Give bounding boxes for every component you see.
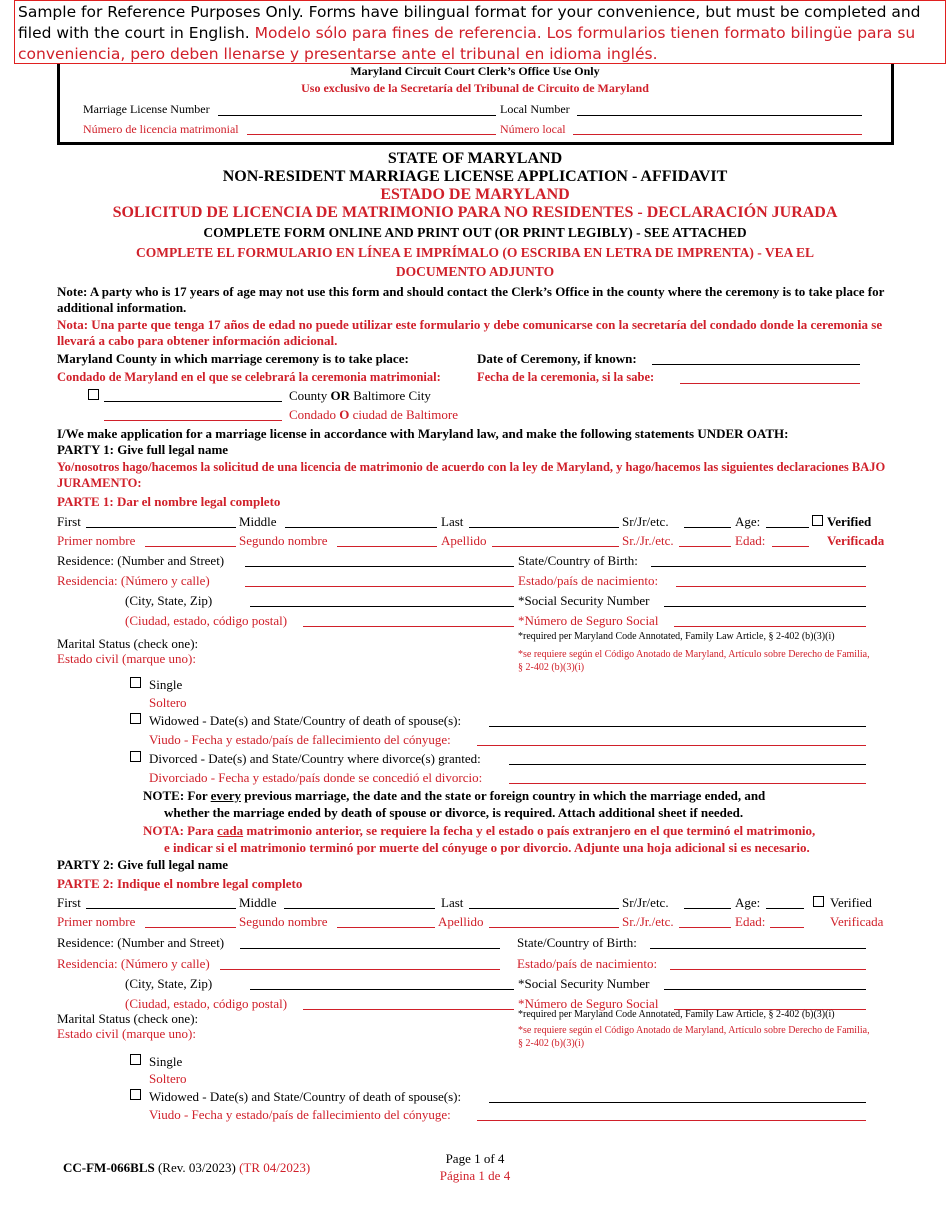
license-number-field-es xyxy=(247,134,496,135)
p1-widowed-field[interactable] xyxy=(489,726,866,727)
p1-middle-label-es: Segundo nombre xyxy=(239,533,328,548)
p2-ssn-note-es: *se requiere según el Código Anotado de Maryland, Artículo sobre Derecho de Familia, § 2-402 (b)(3)(i) xyxy=(518,1025,870,1049)
p2-ssn-label: *Social Security Number xyxy=(518,976,650,991)
party1-heading-es: PARTE 1: Dar el nombre legal completo xyxy=(57,494,281,509)
page-number: Page 1 of 4 xyxy=(445,1151,505,1166)
ceremony-county-label: Maryland County in which marriage ceremony is to take place: xyxy=(57,351,409,366)
p1-suffix-label-es: Sr./Jr./etc. xyxy=(622,533,674,548)
p1-residence-label-es: Residencia: (Número y calle) xyxy=(57,573,210,588)
clerk-box-title: Maryland Circuit Court Clerk’s Office Use Only xyxy=(350,64,600,78)
oath-statement-es: Yo/nosotros hago/hacemos la solicitud de una licencia de matrimonio de acuerdo con la ley de Maryland, y hago/hacemos las siguientes declaraciones BAJO JURAMENTO: xyxy=(57,460,886,490)
p2-age-field-es xyxy=(770,927,804,928)
p2-age-label-es: Edad: xyxy=(735,914,766,929)
p2-widowed-label-es: Viudo - Fecha y estado/país de fallecimiento del cónyuge: xyxy=(149,1107,451,1122)
state-title-es: ESTADO DE MARYLAND xyxy=(380,186,570,203)
p2-suffix-label: Sr/Jr/etc. xyxy=(622,895,669,910)
county-or-city-label-es: Condado O ciudad de Baltimore xyxy=(289,407,458,422)
ceremony-date-label-es: Fecha de la ceremonia, si la sabe: xyxy=(477,370,655,384)
p2-middle-label: Middle xyxy=(239,895,277,910)
p2-verified-checkbox[interactable] xyxy=(813,896,824,907)
p2-widowed-checkbox[interactable] xyxy=(130,1089,141,1100)
p1-divorced-field-es xyxy=(509,783,866,784)
local-number-label-es: Número local xyxy=(500,122,566,136)
p1-divorced-label-es: Divorciado - Fecha y estado/país donde se concedió el divorcio: xyxy=(149,770,483,785)
instructions: COMPLETE FORM ONLINE AND PRINT OUT (OR PRINT LEGIBLY) - SEE ATTACHED xyxy=(203,225,747,240)
p2-birth-field-es xyxy=(670,969,866,970)
p1-last-field[interactable] xyxy=(469,527,619,528)
county-field-es xyxy=(104,420,282,421)
p2-widowed-field[interactable] xyxy=(489,1102,866,1103)
p2-single-label: Single xyxy=(149,1054,183,1069)
form-title-es: SOLICITUD DE LICENCIA DE MATRIMONIO PARA NO RESIDENTES - DECLARACIÓN JURADA xyxy=(112,204,838,221)
p1-city-field[interactable] xyxy=(250,606,514,607)
disclaimer-english: Sample for Reference Purposes Only. Forms have bilingual format for your convenience, but must be completed and filed with the court in English. xyxy=(18,3,921,42)
license-number-field[interactable] xyxy=(218,115,496,116)
p1-ssn-note: *required per Maryland Code Annotated, Family Law Article, § 2-402 (b)(3)(i) xyxy=(518,631,835,642)
p2-residence-field[interactable] xyxy=(240,948,500,949)
p1-widowed-label-es: Viudo - Fecha y estado/país de fallecimiento del cónyuge: xyxy=(149,732,451,747)
baltimore-city-checkbox[interactable] xyxy=(88,389,99,400)
p1-residence-field-es xyxy=(245,586,514,587)
p2-suffix-field[interactable] xyxy=(684,908,731,909)
p1-birth-field[interactable] xyxy=(651,566,866,567)
p1-suffix-field[interactable] xyxy=(684,527,731,528)
p1-city-label: (City, State, Zip) xyxy=(125,593,213,608)
p1-residence-label: Residence: (Number and Street) xyxy=(57,553,225,568)
p2-verified-label-es: Verificada xyxy=(830,914,884,929)
p1-middle-field[interactable] xyxy=(285,527,437,528)
party1-heading: PARTY 1: Give full legal name xyxy=(57,442,229,457)
p1-first-label-es: Primer nombre xyxy=(57,533,136,548)
p2-last-field-es xyxy=(489,927,619,928)
p2-middle-label-es: Segundo nombre xyxy=(239,914,328,929)
p1-middle-label: Middle xyxy=(239,514,277,529)
p2-birth-field[interactable] xyxy=(650,948,866,949)
p2-residence-label-es: Residencia: (Número y calle) xyxy=(57,956,210,971)
p1-marital-label: Marital Status (check one): xyxy=(57,636,199,651)
p1-last-label-es: Apellido xyxy=(441,533,487,548)
p2-city-label: (City, State, Zip) xyxy=(125,976,213,991)
page-number-es: Página 1 de 4 xyxy=(439,1168,511,1183)
p1-ssn-field-es xyxy=(674,626,866,627)
age-note: Note: A party who is 17 years of age may not use this form and should contact the Clerk’s Office in the county where the ceremony is to take place for additional information. xyxy=(57,284,885,315)
ceremony-date-field[interactable] xyxy=(652,364,860,365)
p1-divorced-field[interactable] xyxy=(509,764,866,765)
p2-verified-label: Verified xyxy=(830,895,872,910)
county-field[interactable] xyxy=(104,401,282,402)
p1-middle-field-es xyxy=(337,546,437,547)
p1-birth-label-es: Estado/país de nacimiento: xyxy=(518,573,659,588)
prev-marriage-note-line2: whether the marriage ended by death of spouse or divorce, is required. Attach additional sheet if needed. xyxy=(164,805,744,820)
p1-single-label: Single xyxy=(149,677,183,692)
p1-age-label: Age: xyxy=(735,514,761,529)
local-number-label: Local Number xyxy=(500,102,570,116)
p1-verified-label: Verified xyxy=(827,514,872,529)
p1-ssn-field[interactable] xyxy=(664,606,866,607)
p1-city-label-es: (Ciudad, estado, código postal) xyxy=(125,613,288,628)
p2-suffix-field-es xyxy=(679,927,731,928)
instructions-es-line2: DOCUMENTO ADJUNTO xyxy=(395,264,555,279)
p2-residence-field-es xyxy=(220,969,500,970)
p2-ssn-note: *required per Maryland Code Annotated, Family Law Article, § 2-402 (b)(3)(i) xyxy=(518,1009,835,1020)
p1-ssn-label-es: *Número de Seguro Social xyxy=(518,613,659,628)
p2-birth-label-es: Estado/país de nacimiento: xyxy=(517,956,658,971)
p1-marital-label-es: Estado civil (marque uno): xyxy=(57,651,196,666)
p2-widowed-field-es xyxy=(477,1120,866,1121)
p2-city-field-es xyxy=(303,1009,514,1010)
p2-suffix-label-es: Sr./Jr./etc. xyxy=(622,914,674,929)
party2-heading: PARTY 2: Give full legal name xyxy=(57,857,229,872)
p2-first-field-es xyxy=(145,927,236,928)
p2-residence-label: Residence: (Number and Street) xyxy=(57,935,225,950)
p2-last-field[interactable] xyxy=(469,908,619,909)
p2-ssn-field[interactable] xyxy=(664,989,866,990)
party2-heading-es: PARTE 2: Indique el nombre legal completo xyxy=(57,876,303,891)
oath-statement: I/We make application for a marriage license in accordance with Maryland law, and make the following statements UNDER OATH: xyxy=(57,426,789,441)
p2-middle-field-es xyxy=(337,927,435,928)
p1-divorced-checkbox[interactable] xyxy=(130,751,141,762)
p1-last-label: Last xyxy=(441,514,464,529)
p1-birth-label: State/Country of Birth: xyxy=(518,553,638,568)
p2-city-field[interactable] xyxy=(250,989,514,990)
p2-first-field[interactable] xyxy=(86,908,236,909)
form-title: NON-RESIDENT MARRIAGE LICENSE APPLICATION - AFFIDAVIT xyxy=(222,168,728,185)
ceremony-county-label-es: Condado de Maryland en el que se celebrará la ceremonia matrimonial: xyxy=(57,370,441,384)
p2-middle-field[interactable] xyxy=(284,908,435,909)
p1-single-label-es: Soltero xyxy=(149,695,187,710)
p2-single-label-es: Soltero xyxy=(149,1071,187,1086)
p1-last-field-es xyxy=(492,546,619,547)
p1-age-field[interactable] xyxy=(766,527,809,528)
p1-first-label: First xyxy=(57,514,81,529)
p1-first-field-es xyxy=(145,546,236,547)
instructions-es-line1: COMPLETE EL FORMULARIO EN LÍNEA E IMPRÍMALO (O ESCRIBA EN LETRA DE IMPRENTA) - VEA EL xyxy=(136,245,814,260)
state-title: STATE OF MARYLAND xyxy=(387,150,563,167)
p1-first-field[interactable] xyxy=(86,527,236,528)
p1-city-field-es xyxy=(303,626,514,627)
p1-verified-label-es: Verificada xyxy=(827,533,885,548)
p1-ssn-note-es: *se requiere según el Código Anotado de Maryland, Artículo sobre Derecho de Familia, § 2-402 (b)(3)(i) xyxy=(518,649,870,673)
p2-age-label: Age: xyxy=(735,895,761,910)
local-number-field[interactable] xyxy=(577,115,862,116)
p1-ssn-label: *Social Security Number xyxy=(518,593,650,608)
county-or-city-label: County OR Baltimore City xyxy=(289,388,431,403)
p1-divorced-label: Divorced - Date(s) and State/Country where divorce(s) granted: xyxy=(149,751,481,766)
p1-age-label-es: Edad: xyxy=(735,533,766,548)
p1-suffix-label: Sr/Jr/etc. xyxy=(622,514,669,529)
p2-first-label: First xyxy=(57,895,81,910)
ceremony-date-field-es xyxy=(680,383,860,384)
p2-marital-label: Marital Status (check one): xyxy=(57,1011,199,1026)
prev-marriage-note-line1: NOTE: For every previous marriage, the date and the state or foreign country in which the marriage ended, and xyxy=(143,788,766,803)
p2-single-checkbox[interactable] xyxy=(130,1054,141,1065)
p1-widowed-label: Widowed - Date(s) and State/Country of death of spouse(s): xyxy=(149,713,462,728)
p2-widowed-label: Widowed - Date(s) and State/Country of death of spouse(s): xyxy=(149,1089,462,1104)
p2-age-field[interactable] xyxy=(766,908,804,909)
prev-marriage-note-es-line2: e indicar si el matrimonio terminó por muerte del cónyuge o por divorcio. Adjunte una hoja adicional si es necesario. xyxy=(164,840,810,855)
p2-first-label-es: Primer nombre xyxy=(57,914,136,929)
p2-ssn-label-es: *Número de Seguro Social xyxy=(518,996,659,1011)
form-identifier: CC-FM-066BLS (Rev. 03/2023) (TR 04/2023) xyxy=(63,1160,311,1175)
disclaimer-spanish: Modelo sólo para fines de referencia. Los formularios tienen formato bilingüe para su conveniencia, pero deben llenarse y presentarse ante el tribunal en idioma inglés. xyxy=(18,24,916,63)
p2-city-label-es: (Ciudad, estado, código postal) xyxy=(125,996,288,1011)
p2-last-label: Last xyxy=(441,895,464,910)
p1-age-field-es xyxy=(772,546,809,547)
ceremony-date-label: Date of Ceremony, if known: xyxy=(477,351,637,366)
p2-last-label-es: Apellido xyxy=(438,914,484,929)
p2-marital-label-es: Estado civil (marque uno): xyxy=(57,1026,196,1041)
p1-widowed-field-es xyxy=(477,745,866,746)
p1-widowed-checkbox[interactable] xyxy=(130,713,141,724)
p1-verified-checkbox[interactable] xyxy=(812,515,823,526)
local-number-field-es xyxy=(573,134,862,135)
p1-residence-field[interactable] xyxy=(245,566,514,567)
age-note-es: Nota: Una parte que tenga 17 años de edad no puede utilizar este formulario y debe comunicarse con la secretaría del condado donde la ceremonia se llevará a cabo para obtener información adicional. xyxy=(57,317,883,348)
license-number-label: Marriage License Number xyxy=(83,102,210,116)
p2-birth-label: State/Country of Birth: xyxy=(517,935,637,950)
sample-disclaimer-banner xyxy=(14,0,946,64)
p1-birth-field-es xyxy=(676,586,866,587)
p1-suffix-field-es xyxy=(679,546,731,547)
p1-single-checkbox[interactable] xyxy=(130,677,141,688)
clerk-box-title-es: Uso exclusivo de la Secretaría del Tribunal de Circuito de Maryland xyxy=(301,81,649,95)
prev-marriage-note-es-line1: NOTA: Para cada matrimonio anterior, se requiere la fecha y el estado o país extranjero en el que terminó el matrimonio, xyxy=(143,823,816,838)
license-number-label-es: Número de licencia matrimonial xyxy=(83,122,239,136)
